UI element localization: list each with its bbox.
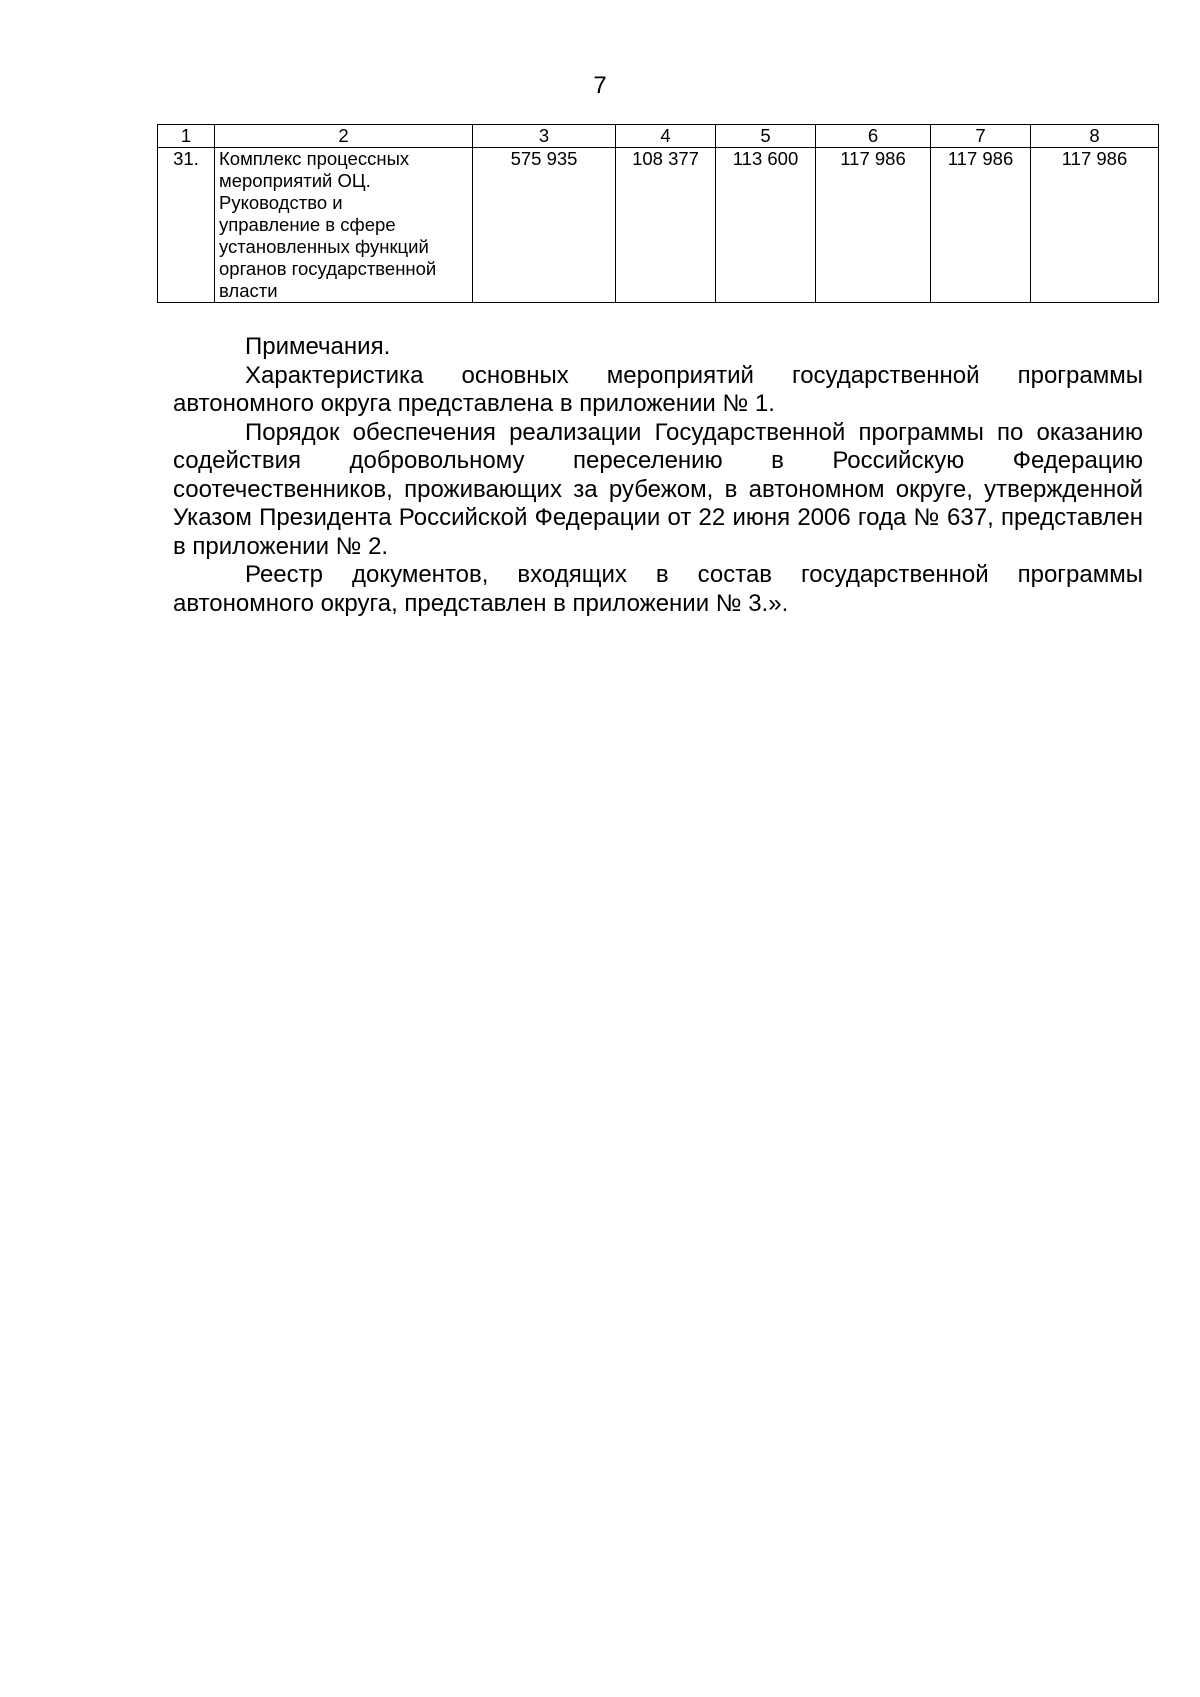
table-header-cell: 8 (1031, 125, 1159, 148)
notes-paragraph: Реестр документов, входящих в состав государственной программы автономного округа, представлен в приложении № 3.». (173, 561, 1143, 617)
row-name-line: власти (219, 280, 278, 301)
notes-section (173, 333, 1143, 618)
table-row (158, 148, 1159, 303)
value-cell: 117 986 (1031, 148, 1159, 303)
table-header-cell: 2 (215, 125, 473, 148)
notes-paragraph: Характеристика основных мероприятий государственной программы автономного округа представлена в приложении № 1. (173, 361, 1143, 417)
table-header-cell: 4 (616, 125, 716, 148)
row-name (215, 148, 473, 303)
row-name-line: управление в сфере (219, 214, 396, 235)
value-cell: 108 377 (616, 148, 716, 303)
value-cell: 575 935 (473, 148, 616, 303)
notes-paragraph: Порядок обеспечения реализации Государственной программы по оказанию содействия добровольному переселению в Российскую Федерацию соотечественников, проживающих за рубежом, в автономном округе, утвержденной Указом Президента Российской Федерации от 22 июня 2006 года № 637, представлен в приложении № 2. (173, 418, 1143, 560)
notes-title: Примечания. (245, 333, 391, 360)
page-number: 7 (593, 72, 607, 99)
table-header-cell: 6 (816, 125, 931, 148)
value-cell: 117 986 (931, 148, 1031, 303)
row-number: 31. (158, 148, 215, 303)
table-header-row (158, 125, 1159, 148)
table-header-cell: 1 (158, 125, 215, 148)
value-cell: 117 986 (816, 148, 931, 303)
row-name-line: органов государственной (219, 258, 437, 279)
table-header-cell: 7 (931, 125, 1031, 148)
row-name-line: установленных функций (219, 236, 429, 257)
budget-table (157, 124, 1159, 303)
table-header-cell: 3 (473, 125, 616, 148)
value-cell: 113 600 (716, 148, 816, 303)
row-name-line: Руководство и (219, 192, 343, 213)
table-header-cell: 5 (716, 125, 816, 148)
row-name-line: мероприятий ОЦ. (219, 170, 371, 191)
row-name-line: Комплекс процессных (219, 148, 410, 169)
